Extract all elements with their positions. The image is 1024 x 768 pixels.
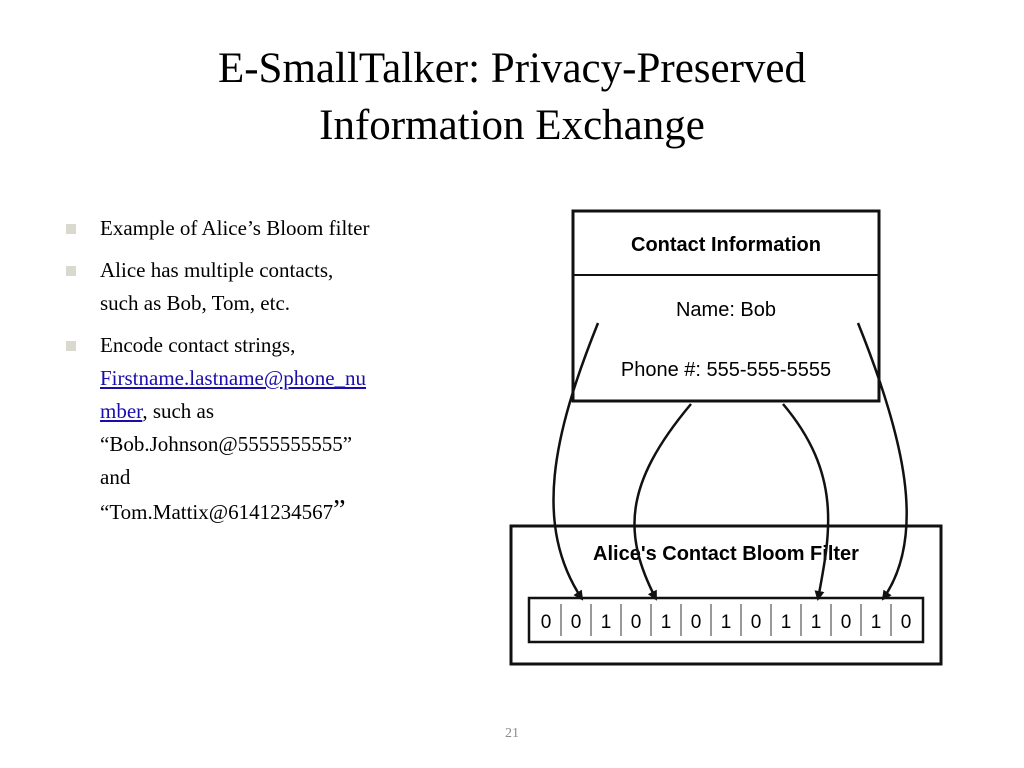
bit-cell: 0 (570, 612, 582, 633)
bullet-link-continuation-line (100, 395, 486, 428)
format-link-continuation[interactable]: mber (100, 399, 143, 423)
bit-cell: 1 (780, 612, 792, 633)
slide-title (0, 40, 1024, 154)
bit-cell: 0 (900, 612, 912, 633)
contact-info-header: Contact Information (631, 234, 821, 256)
square-bullet-icon (66, 224, 76, 234)
bullet-text-line-1: Alice has multiple contacts, (100, 258, 334, 282)
bit-cell: 1 (600, 612, 612, 633)
bit-cell: 0 (630, 612, 642, 633)
slide-title-line-2: Information Exchange (319, 102, 705, 149)
bit-cell: 0 (690, 612, 702, 633)
bit-cell: 1 (720, 612, 732, 633)
bit-cell: 1 (660, 612, 672, 633)
bit-cell: 0 (840, 612, 852, 633)
contact-name: Name: Bob (675, 299, 777, 321)
bullet-link-line (100, 362, 486, 395)
closing-quote: ” (333, 495, 346, 526)
bloom-filter-title: Alice's Contact Bloom Filter (593, 543, 859, 565)
square-bullet-icon (66, 266, 76, 276)
bullet-text-after-link: , such as (142, 399, 215, 423)
bloom-filter-diagram (508, 205, 948, 670)
bullet-text-line-2: such as Bob, Tom, etc. (100, 291, 291, 315)
page-number: 21 (505, 726, 519, 741)
bullet-conjunction: and (100, 465, 131, 489)
slide-title-line-1: E-SmallTalker: Privacy-Preserved (217, 45, 807, 92)
example-string-1: “Bob.Johnson@5555555555” (100, 432, 353, 456)
bullet-text-line-1: Encode contact strings, (100, 333, 296, 357)
bit-cell: 0 (540, 612, 552, 633)
bullet-item-contacts (66, 254, 486, 320)
bit-cell: 0 (750, 612, 762, 633)
example-string-2-line (100, 494, 486, 529)
bullet-item-encode (66, 329, 486, 529)
example-string-2: “Tom.Mattix@6141234567 (100, 500, 334, 524)
bit-cell: 1 (870, 612, 882, 633)
bullet-list (66, 212, 486, 538)
bullet-item-bloom-filter (66, 212, 486, 245)
contact-phone: Phone #: 555-555-5555 (620, 359, 832, 381)
format-link[interactable]: Firstname.lastname@phone_nu (100, 366, 367, 390)
bit-cell: 1 (810, 612, 822, 633)
bullet-text: Example of Alice’s Bloom filter (100, 216, 370, 240)
square-bullet-icon (66, 341, 76, 351)
